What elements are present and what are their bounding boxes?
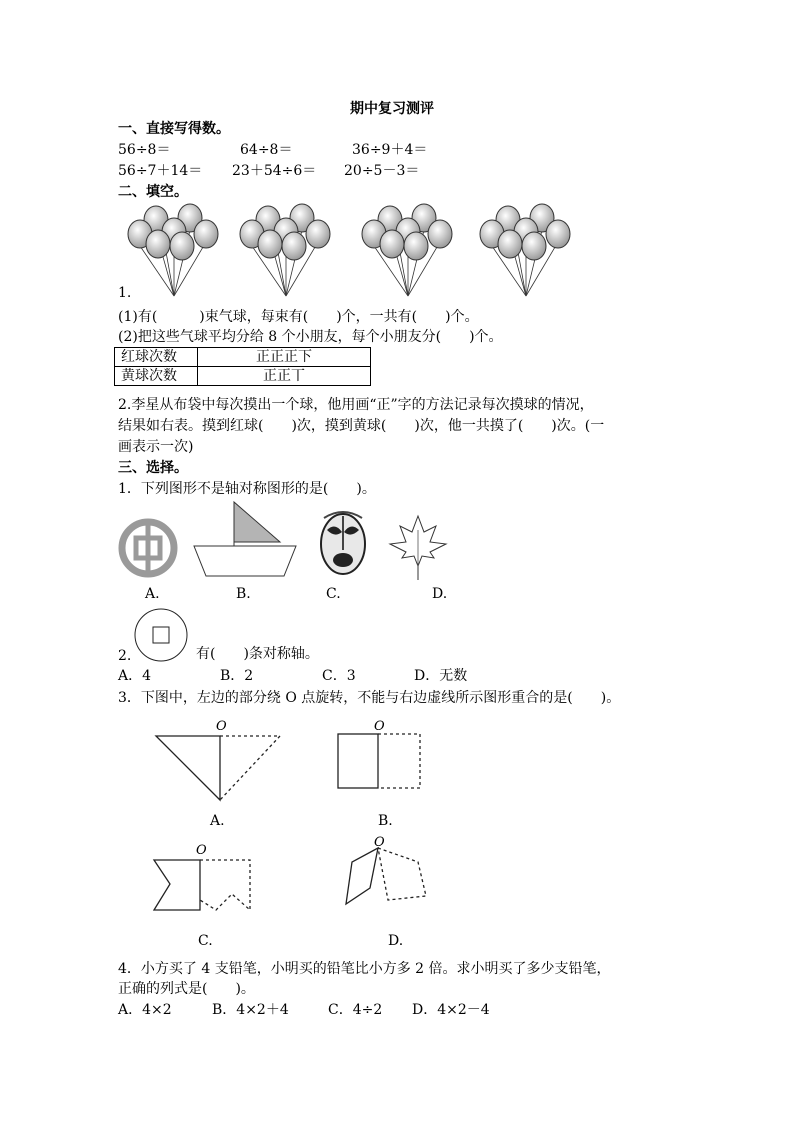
- balloon-bunch-4: [480, 204, 570, 296]
- rotation-figure-a: [156, 736, 280, 800]
- calc-5: 23＋54÷6＝: [232, 163, 317, 179]
- point-o-label: O: [374, 835, 385, 850]
- opera-mask-figure: [321, 512, 365, 574]
- q2-line2: 结果如右表。摸到红球( )次，摸到黄球( )次，他一共摸了( )次。(一: [118, 418, 605, 434]
- q2-line3: 画表示一次): [118, 439, 194, 455]
- q3-option-c: C.: [198, 933, 213, 949]
- calc-4: 56÷7＋14＝: [118, 163, 203, 179]
- s3-q2-text: 有( )条对称轴。: [196, 646, 319, 662]
- maple-leaf-figure: [390, 516, 446, 580]
- calc-2: 64÷8＝: [240, 142, 293, 158]
- q2-option-b: B．2: [220, 668, 254, 684]
- tally-row: [115, 348, 371, 367]
- q2-line1: 2.李星从布袋中每次摸出一个球，他用画“正”字的方法记录每次摸球的情况，: [118, 397, 594, 413]
- q1-part2: (2)把这些气球平均分给 8 个小朋友，每个小朋友分( )个。: [118, 329, 503, 345]
- section2-heading: 二、填空。: [118, 184, 188, 200]
- s3-q4-line1: 4．小方买了 4 支铅笔，小明买的铅笔比小方多 2 倍。求小明买了多少支铅笔，: [118, 961, 611, 977]
- rotation-figure-b: [338, 734, 420, 788]
- point-o-label: O: [216, 719, 227, 734]
- q3-option-a: A.: [210, 813, 225, 829]
- point-o-label: O: [196, 843, 207, 858]
- q1-option-d: D.: [432, 586, 448, 602]
- q2-option-d: D．无数: [414, 668, 468, 684]
- q1-option-c: C.: [326, 586, 341, 602]
- rotation-figure-c: [154, 860, 250, 910]
- q4-option-c: C．4÷2: [328, 1002, 383, 1018]
- q2-option-c: C．3: [322, 668, 356, 684]
- s3-q4-line2: 正确的列式是( )。: [118, 981, 255, 997]
- q1-option-b: B.: [236, 586, 251, 602]
- s3-q3: 3．下图中，左边的部分绕 O 点旋转，不能与右边虚线所示图形重合的是( )。: [118, 690, 621, 706]
- sailboat-figure: [194, 502, 296, 576]
- q4-option-b: B．4×2＋4: [212, 1002, 289, 1018]
- tally-value: 正正正下: [198, 348, 371, 367]
- bank-logo-figure: [122, 522, 174, 574]
- rotation-figures: [150, 716, 440, 946]
- round-coin-figure: [133, 607, 189, 663]
- q3-option-b: B.: [378, 813, 393, 829]
- balloon-bunch-1: [128, 204, 218, 296]
- section1-heading: 一、直接写得数。: [118, 121, 230, 137]
- calc-1: 56÷8＝: [118, 142, 171, 158]
- section3-heading: 三、选择。: [118, 460, 188, 476]
- q4-option-d: D．4×2－4: [412, 1002, 490, 1018]
- tally-table: [114, 347, 371, 386]
- symmetry-figures: [118, 500, 458, 585]
- balloon-bunch-2: [240, 204, 330, 296]
- tally-label: 红球次数: [115, 348, 198, 367]
- q3-option-d: D.: [388, 933, 404, 949]
- q1-part1: (1)有( )束气球，每束有( )个，一共有( )个。: [118, 309, 479, 325]
- q1-option-a: A.: [145, 586, 160, 602]
- q1-number: 1.: [118, 285, 132, 301]
- point-o-label: O: [374, 719, 385, 734]
- tally-label: 黄球次数: [115, 367, 198, 386]
- calc-3: 36÷9＋4＝: [352, 142, 428, 158]
- balloon-bunch-3: [362, 204, 452, 296]
- rotation-figure-d: [346, 848, 426, 904]
- tally-row: [115, 367, 371, 386]
- s3-q2-number: 2.: [118, 648, 132, 664]
- s3-q1: 1．下列图形不是轴对称图形的是( )。: [118, 481, 376, 497]
- tally-value: 正正丅: [198, 367, 371, 386]
- q4-option-a: A．4×2: [118, 1002, 172, 1018]
- balloon-bunches-figure: [126, 202, 576, 300]
- q2-option-a: A．4: [118, 668, 152, 684]
- page-title: 期中复习测评: [350, 101, 434, 117]
- calc-6: 20÷5－3＝: [344, 163, 420, 179]
